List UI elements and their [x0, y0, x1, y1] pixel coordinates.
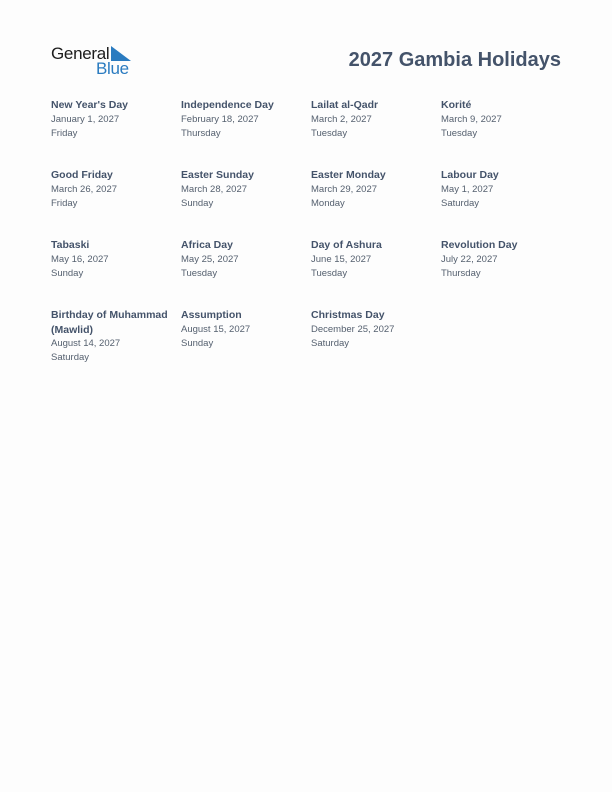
holiday-date: May 16, 2027 [51, 253, 109, 265]
holiday-date: March 26, 2027 [51, 183, 118, 195]
holiday-name: Labour Day [441, 169, 499, 181]
holiday-weekday: Tuesday [311, 127, 348, 139]
page-title: 2027 Gambia Holidays [348, 49, 561, 71]
holiday-name: Assumption [181, 309, 242, 321]
holiday-item [181, 168, 306, 211]
holiday-date: June 15, 2027 [311, 253, 372, 265]
holiday-weekday: Friday [51, 127, 78, 139]
holiday-name: Birthday of Muhammad (Mawlid) [51, 309, 168, 336]
holiday-name: New Year's Day [51, 99, 129, 111]
holiday-name: Day of Ashura [311, 239, 382, 251]
holiday-date: January 1, 2027 [51, 113, 120, 125]
logo-word-blue: Blue [96, 59, 129, 78]
holiday-date: March 29, 2027 [311, 183, 378, 195]
holiday-name: Africa Day [181, 239, 233, 251]
holiday-name: Easter Monday [311, 169, 386, 181]
holiday-weekday: Tuesday [181, 267, 218, 279]
holiday-date: February 18, 2027 [181, 113, 259, 125]
holiday-date: August 15, 2027 [181, 323, 251, 335]
holiday-weekday: Sunday [51, 267, 84, 279]
holiday-name: Lailat al-Qadr [311, 99, 379, 111]
holiday-item [441, 238, 566, 281]
holiday-item [51, 98, 176, 141]
holiday-item [441, 98, 566, 141]
holiday-name: Tabaski [51, 239, 90, 251]
holiday-date: May 1, 2027 [441, 183, 494, 195]
holiday-date: May 25, 2027 [181, 253, 239, 265]
holiday-item [51, 308, 176, 365]
holiday-weekday: Friday [51, 197, 78, 209]
holiday-weekday: Thursday [441, 267, 481, 279]
holiday-weekday: Saturday [51, 352, 90, 363]
holiday-item [181, 238, 306, 281]
holiday-item [311, 98, 436, 141]
holiday-weekday: Sunday [181, 197, 214, 209]
holiday-weekday: Thursday [181, 127, 221, 139]
holiday-name: Good Friday [51, 169, 113, 181]
holiday-name: Christmas Day [311, 309, 385, 321]
holiday-item [311, 308, 436, 351]
logo [51, 44, 141, 80]
holiday-weekday: Tuesday [311, 267, 348, 279]
holiday-name: Easter Sunday [181, 169, 254, 181]
holiday-item [181, 98, 306, 141]
holiday-name: Revolution Day [441, 239, 518, 251]
holiday-date: December 25, 2027 [311, 323, 395, 335]
holiday-name: Independence Day [181, 99, 274, 111]
holiday-name: Korité [441, 99, 472, 111]
holiday-date: July 22, 2027 [441, 253, 498, 265]
logo-word-general: General [51, 44, 110, 63]
holiday-item [311, 238, 436, 281]
holiday-item [51, 168, 176, 211]
holiday-weekday: Saturday [441, 197, 480, 209]
holiday-date: March 28, 2027 [181, 183, 248, 195]
holiday-weekday: Monday [311, 197, 345, 209]
holiday-date: March 9, 2027 [441, 113, 502, 125]
holiday-item [441, 168, 566, 211]
holiday-date: March 2, 2027 [311, 113, 372, 125]
holiday-item [311, 168, 436, 211]
holiday-item [181, 308, 306, 351]
holiday-weekday: Tuesday [441, 127, 478, 139]
holiday-weekday: Sunday [181, 337, 214, 349]
holiday-item [51, 238, 176, 281]
holiday-date: August 14, 2027 [51, 338, 121, 349]
holiday-weekday: Saturday [311, 337, 350, 349]
